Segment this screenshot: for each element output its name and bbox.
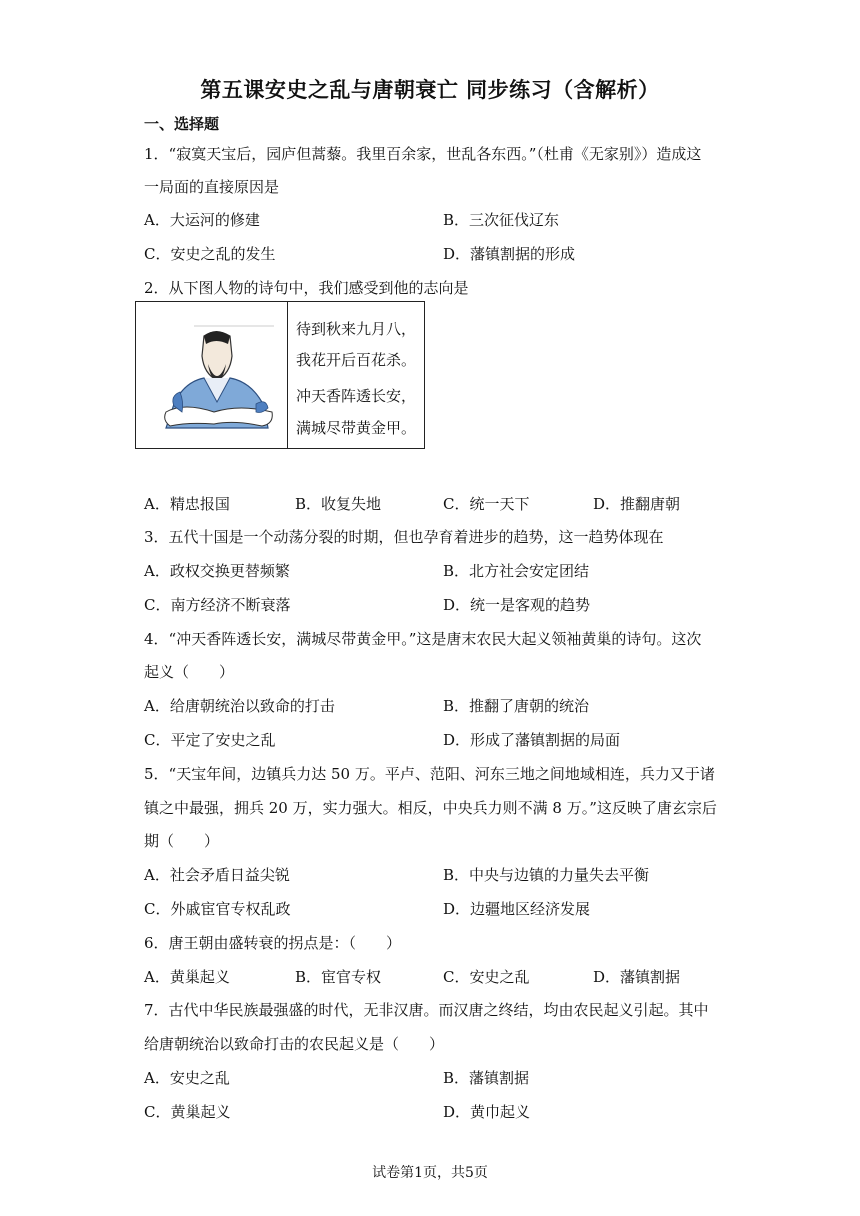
figure-divider: [287, 302, 288, 448]
question-1-option-c[interactable]: C．安史之乱的发生: [144, 245, 276, 263]
question-3-option-c[interactable]: C．南方经济不断衰落: [144, 596, 291, 614]
question-2-stem: 2．从下图人物的诗句中，我们感受到他的志向是: [144, 279, 469, 297]
question-7-option-d[interactable]: D．黄巾起义: [443, 1103, 531, 1121]
question-6-option-d[interactable]: D．藩镇割据: [593, 968, 681, 986]
question-1-stem-line-2: 一局面的直接原因是: [144, 178, 280, 196]
question-3-option-d[interactable]: D．统一是客观的趋势: [443, 596, 591, 614]
question-3-option-a[interactable]: A．政权交换更替频繁: [144, 562, 290, 580]
question-3-option-b[interactable]: B．北方社会安定团结: [443, 562, 590, 580]
poem-line-3: 冲天香阵透长安，: [296, 387, 417, 405]
question-2-option-a[interactable]: A．精忠报国: [144, 495, 230, 513]
page-footer: 试卷第1页，共5页: [372, 1165, 488, 1181]
question-5-option-d[interactable]: D．边疆地区经济发展: [443, 900, 591, 918]
question-6-stem: 6．唐王朝由盛转衰的拐点是：（ ）: [144, 934, 402, 952]
poem-line-1: 待到秋来九月八，: [296, 320, 417, 338]
question-5-option-b[interactable]: B．中央与边镇的力量失去平衡: [443, 866, 650, 884]
question-7-option-a[interactable]: A．安史之乱: [144, 1069, 230, 1087]
question-5-stem-line-3: 期（ ）: [144, 832, 220, 850]
poem-line-4: 满城尽带黄金甲。: [296, 419, 417, 437]
question-2-option-d[interactable]: D．推翻唐朝: [593, 495, 681, 513]
question-1-stem-line-1: 1．“寂寞天宝后，园庐但蒿藜。我里百余家，世乱各东西。”（杜甫《无家别》）造成这: [144, 145, 702, 163]
question-1-option-a[interactable]: A．大运河的修建: [144, 211, 260, 229]
question-7-stem-line-1: 7．古代中华民族最强盛的时代，无非汉唐。而汉唐之终结，均由农民起义引起。其中: [144, 1001, 709, 1019]
question-3-stem: 3．五代十国是一个动荡分裂的时期，但也孕育着进步的趋势，这一趋势体现在: [144, 528, 664, 546]
question-2-option-b[interactable]: B．收复失地: [295, 495, 382, 513]
question-4-stem-line-2: 起义（ ）: [144, 663, 235, 681]
question-4-stem-line-1: 4．“冲天香阵透长安，满城尽带黄金甲。”这是唐末农民大起义领袖黄巢的诗句。这次: [144, 630, 702, 648]
question-4-option-d[interactable]: D．形成了藩镇割据的局面: [443, 731, 621, 749]
question-4-option-a[interactable]: A．给唐朝统治以致命的打击: [144, 697, 335, 715]
poem-line-2: 我花开后百花杀。: [296, 351, 417, 369]
question-7-option-b[interactable]: B．藩镇割据: [443, 1069, 530, 1087]
question-7-stem-line-2: 给唐朝统治以致命打击的农民起义是（ ）: [144, 1035, 445, 1053]
page-title: 第五课安史之乱与唐朝衰亡 同步练习（含解析）: [200, 78, 660, 102]
question-5-option-a[interactable]: A．社会矛盾日益尖锐: [144, 866, 290, 884]
question-2-option-c[interactable]: C．统一天下: [443, 495, 530, 513]
question-7-option-c[interactable]: C．黄巢起义: [144, 1103, 231, 1121]
question-6-option-a[interactable]: A．黄巢起义: [144, 968, 230, 986]
question-4-option-b[interactable]: B．推翻了唐朝的统治: [443, 697, 590, 715]
question-1-option-d[interactable]: D．藩镇割据的形成: [443, 245, 576, 263]
section-heading: 一、选择题: [144, 115, 220, 133]
question-6-option-c[interactable]: C．安史之乱: [443, 968, 530, 986]
poet-portrait-illustration: [144, 316, 280, 434]
question-1-option-b[interactable]: B．三次征伐辽东: [443, 211, 560, 229]
question-5-stem-line-1: 5．“天宝年间，边镇兵力达 50 万。平卢、范阳、河东三地之间地域相连，兵力又于诸: [144, 765, 715, 783]
question-4-option-c[interactable]: C．平定了安史之乱: [144, 731, 276, 749]
question-2-figure: [135, 301, 425, 449]
question-6-option-b[interactable]: B．宦官专权: [295, 968, 382, 986]
question-5-option-c[interactable]: C．外戚宦官专权乱政: [144, 900, 291, 918]
question-5-stem-line-2: 镇之中最强，拥兵 20 万，实力强大。相反，中央兵力则不满 8 万。”这反映了唐玄宗后: [144, 799, 717, 817]
